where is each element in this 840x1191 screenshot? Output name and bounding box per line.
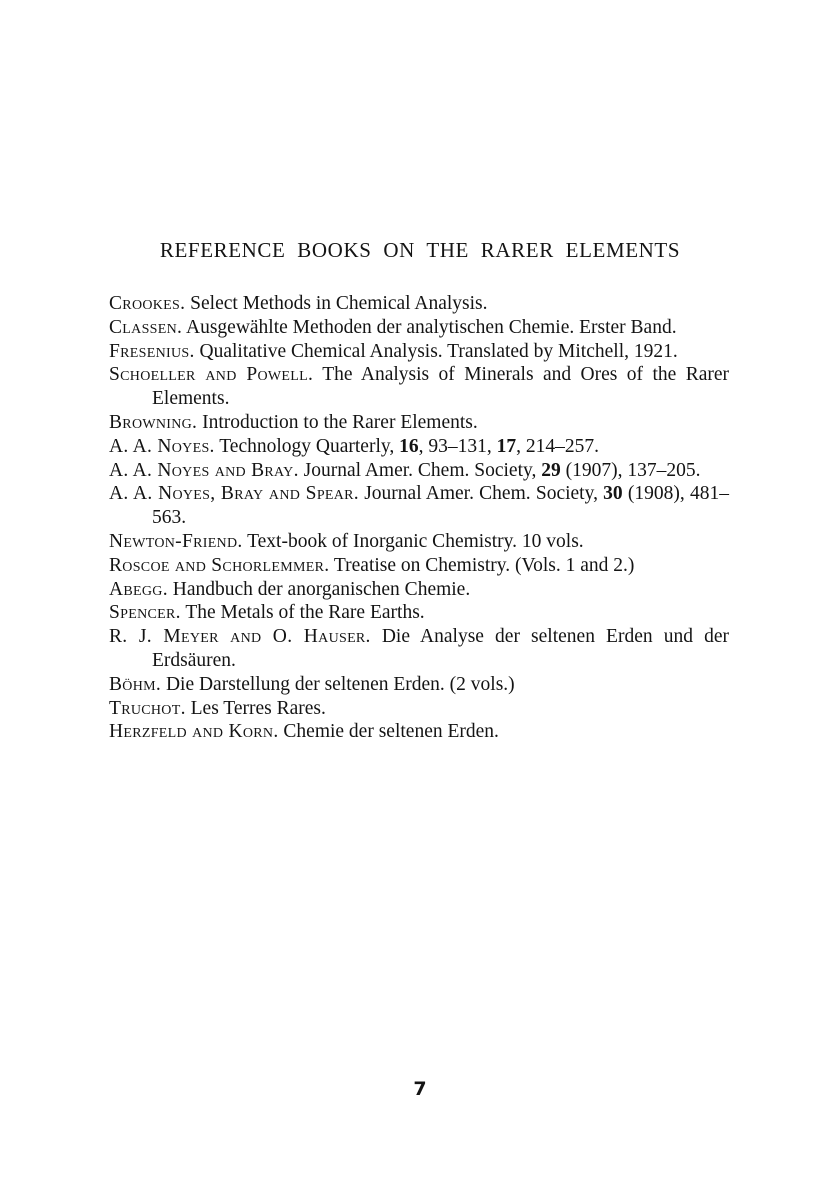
reference-pages: , 214–257. — [516, 435, 599, 457]
reference-item — [109, 720, 729, 744]
reference-title: Journal Amer. Chem. Society, — [298, 459, 542, 481]
reference-author: Newton-Friend. — [109, 530, 243, 552]
reference-title: Die Analyse der seltenen Erden und der Erdsäuren. — [152, 626, 729, 671]
reference-item — [109, 292, 729, 316]
volume-number: 17 — [496, 435, 517, 457]
reference-title: Journal Amer. Chem. Society, — [358, 483, 604, 505]
reference-pages: (1908), 481–563. — [152, 483, 729, 529]
reference-author: Fresenius. — [109, 340, 195, 362]
reference-item — [109, 435, 729, 459]
page-title: REFERENCE BOOKS ON THE RARER ELEMENTS — [159, 238, 681, 262]
reference-item — [109, 482, 729, 530]
reference-item — [109, 673, 729, 697]
volume-number: 16 — [399, 435, 419, 457]
reference-title: Qualitative Chemical Analysis. Translated by Mitchell, 1921. — [194, 340, 678, 362]
reference-author: Crookes. — [109, 293, 186, 314]
volume-number: 29 — [541, 459, 561, 481]
reference-author: Herzfeld and Korn. — [109, 721, 279, 743]
reference-author: Roscoe and Schorlemmer. — [109, 554, 330, 576]
reference-author: Spencer. — [109, 602, 181, 624]
reference-author: Schoeller and Powell. — [109, 364, 314, 386]
reference-title: The Metals of the Rare Earths. — [180, 602, 425, 624]
reference-author: A. A. Noyes, Bray and Spear. — [109, 483, 359, 505]
reference-author: Classen. — [109, 316, 183, 338]
reference-author: Abegg. — [109, 578, 168, 600]
reference-title: Die Darstellung der seltenen Erden. (2 vols.) — [161, 673, 515, 695]
reference-item — [109, 363, 729, 411]
volume-number: 30 — [603, 483, 623, 505]
reference-title: Select Methods in Chemical Analysis. — [185, 293, 488, 314]
reference-title: Treatise on Chemistry. (Vols. 1 and 2.) — [329, 554, 635, 576]
reference-author: Truchot. — [109, 697, 186, 719]
reference-item — [109, 459, 729, 483]
reference-title: Introduction to the Rarer Elements. — [197, 411, 478, 433]
reference-item — [109, 316, 729, 340]
reference-pages: (1907), 137–205. — [560, 459, 701, 481]
reference-title: Ausgewählte Methoden der analytischen Chemie. Erster Band. — [182, 316, 677, 338]
reference-title: Technology Quarterly, — [214, 435, 400, 457]
reference-item — [109, 578, 729, 602]
reference-pages: , 93–131, — [418, 435, 497, 457]
reference-item — [109, 625, 729, 673]
reference-item — [109, 411, 729, 435]
reference-title: Text-book of Inorganic Chemistry. 10 vols. — [242, 530, 584, 552]
reference-item — [109, 697, 729, 721]
reference-author: A. A. Noyes. — [109, 435, 215, 457]
reference-title: The Analysis of Minerals and Ores of the Rarer Elements. — [152, 364, 730, 410]
reference-title: Chemie der seltenen Erden. — [278, 721, 499, 743]
page-number: 7 — [413, 1078, 427, 1100]
reference-item — [109, 340, 729, 364]
reference-author: R. J. Meyer and O. Hauser. — [109, 626, 371, 648]
reference-item — [109, 601, 729, 625]
reference-author: A. A. Noyes and Bray. — [109, 459, 299, 481]
reference-item — [109, 530, 729, 554]
reference-title: Handbuch der anorganischen Chemie. — [167, 578, 471, 600]
reference-item — [109, 554, 729, 578]
reference-title: Les Terres Rares. — [185, 697, 326, 719]
reference-author: Browning. — [109, 411, 198, 433]
reference-list — [109, 292, 729, 744]
reference-author: Böhm. — [109, 673, 162, 695]
